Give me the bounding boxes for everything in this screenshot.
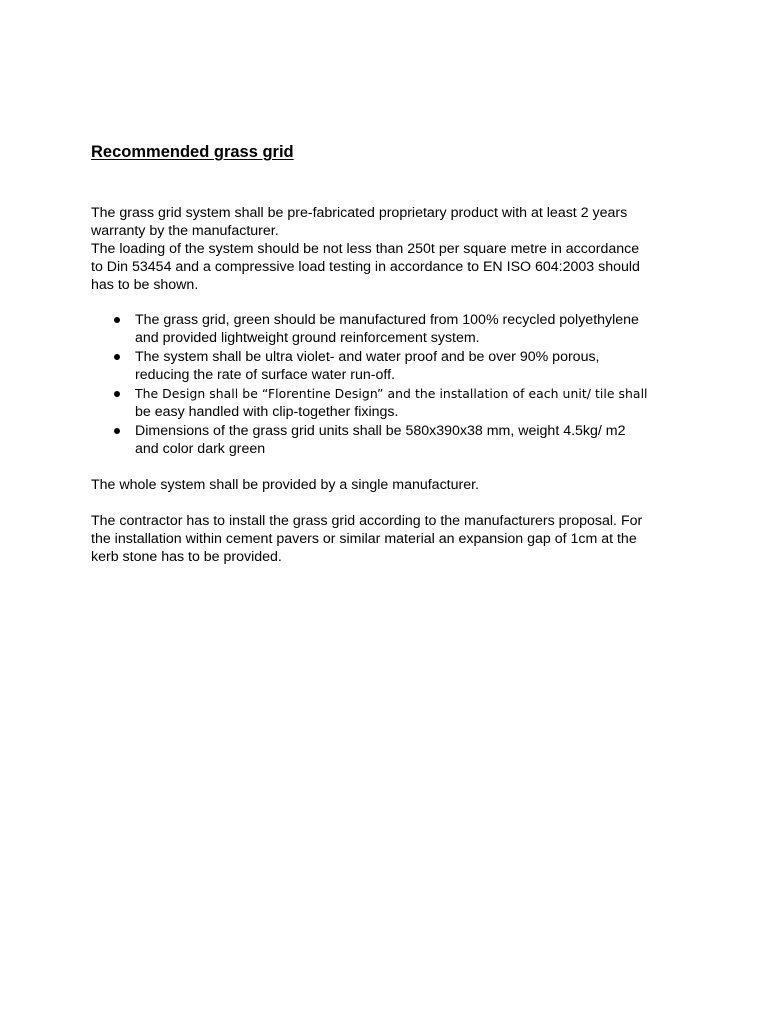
intro-line: The grass grid system shall be pre-fabricated proprietary product with at least 2 years: [91, 205, 628, 221]
list-item-line: reducing the rate of surface water run-off.: [135, 367, 395, 383]
list-item-line: The Design shall be “Florentine Design” and the installation of each unit/ tile shall: [135, 386, 648, 401]
intro-line: warranty by the manufacturer.: [91, 223, 279, 239]
bullet-icon: [114, 317, 120, 323]
list-item: [91, 348, 691, 384]
list-item: [91, 311, 691, 347]
intro-paragraph: [91, 204, 691, 294]
list-item-line: The system shall be ultra violet- and water proof and be over 90% porous,: [135, 349, 600, 365]
loading-line: The loading of the system should be not less than 250t per square metre in accordance: [91, 241, 640, 257]
list-item-line: and color dark green: [135, 441, 266, 457]
list-item-line: and provided lightweight ground reinforcement system.: [135, 330, 480, 346]
bullet-icon: [114, 391, 120, 397]
document-body: [91, 141, 691, 566]
contractor-paragraph: [91, 512, 691, 566]
bullet-icon: [114, 354, 120, 360]
bullet-icon: [114, 428, 120, 434]
requirements-list: [91, 311, 691, 458]
loading-line: to Din 53454 and a compressive load testing in accordance to EN ISO 604:2003 should: [91, 259, 640, 275]
list-item-line: be easy handled with clip-together fixings.: [135, 404, 399, 420]
document-heading: Recommended grass grid: [91, 143, 294, 161]
loading-line: has to be shown.: [91, 277, 199, 293]
list-item: [91, 422, 691, 458]
list-item: [91, 385, 691, 421]
single-manufacturer-paragraph: The whole system shall be provided by a single manufacturer.: [91, 477, 479, 493]
contractor-line: The contractor has to install the grass grid according to the manufacturers proposal. For: [91, 513, 643, 529]
list-item-line: The grass grid, green should be manufactured from 100% recycled polyethylene: [135, 312, 639, 328]
list-item-line: Dimensions of the grass grid units shall be 580x390x38 mm, weight 4.5kg/ m2: [135, 423, 626, 439]
contractor-line: the installation within cement pavers or similar material an expansion gap of 1cm at the: [91, 531, 637, 547]
contractor-line: kerb stone has to be provided.: [91, 549, 282, 565]
